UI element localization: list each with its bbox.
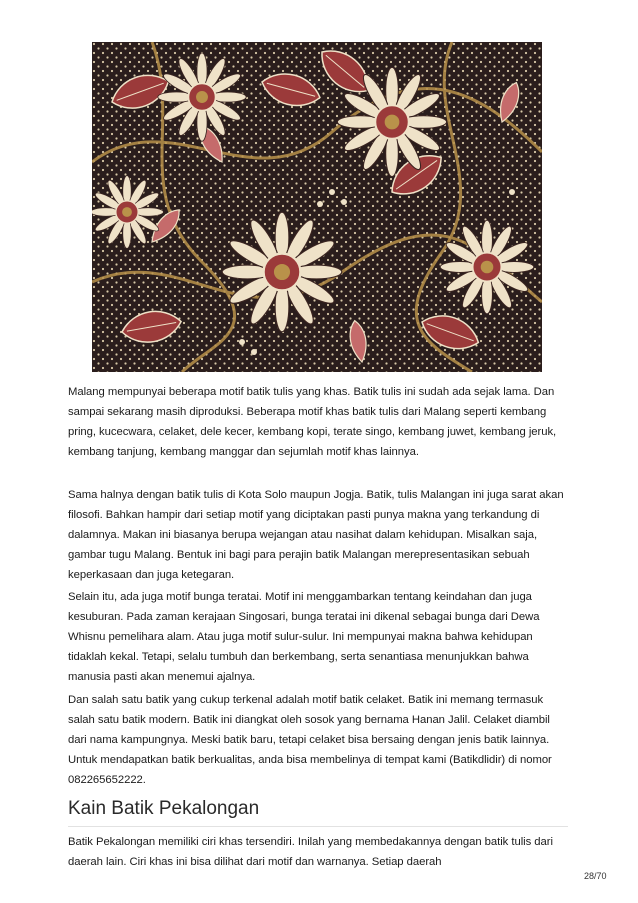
section-heading: Kain Batik Pekalongan <box>68 798 260 819</box>
paragraph-pekalongan: Batik Pekalongan memiliki ciri khas tersendiri. Inilah yang membedakannya dengan batik tulis dari daerah lain. Ciri khas ini bisa dilihat dari motif dan warnanya. Setiap daerah <box>68 836 553 868</box>
page-number: 28/70 <box>584 871 607 881</box>
paragraph-malang-motifs: Malang mempunyai beberapa motif batik tulis yang khas. Batik tulis ini sudah ada sejak lama. Dan sampai sekarang masih diproduksi. Beberapa motif khas batik tulis dari Malang seperti kembang pring, kucecwara, celaket, dele kecer, kembang kopi, terate singo, kembang juwet, kembang jeruk, kembang tanjung, kembang manggar dan sejumlah motif khas lainnya. <box>68 386 557 458</box>
paragraph-lotus-motif: Selain itu, ada juga motif bunga teratai. Motif ini menggambarkan tentang keindahan dan juga kesuburan. Pada zaman kerajaan Singosari, bunga teratai ini dikenal sebagai bunga dari Dewa Whisnu pemelihara alam. Atau juga motif sulur-sulur. Ini mempunyai makna bahwa kehidupan tidaklah kekal. Tetapi, selalu tumbuh dan berkembang, serta senantiasa menunjukkan bahwa manusia pasti akan menemui ajalnya. <box>68 591 540 683</box>
paragraph-celaket-motif: Dan salah satu batik yang cukup terkenal adalah motif batik celaket. Batik ini memang termasuk salah satu batik modern. Batik ini diangkat oleh sosok yang bernama Hanan Jalil. Celaket diambil dari nama kampungnya. Meski batik baru, tetapi celaket bisa bersaing dengan jenis batik lainnya. Untuk mendapatkan batik berkualitas, anda bisa membelinya di tempat kami (Batikdlidir) di nomor 082265652222. <box>68 694 552 786</box>
batik-malang-image <box>92 42 542 372</box>
heading-divider <box>68 826 568 827</box>
batik-pattern-illustration <box>92 42 542 372</box>
paragraph-philosophy: Sama halnya dengan batik tulis di Kota Solo maupun Jogja. Batik, tulis Malangan ini juga sarat akan filosofi. Bahkan hampir dari setiap motif yang diciptakan pasti punya makna yang terkandung di dalamnya. Makan ini biasanya berupa wejangan atau nasihat dalam kehidupan. Misalkan saja, gambar tugu Malang. Bentuk ini bagi para perajin batik Malangan merepresentasikan sebuah keperkasaan dan juga ketegaran. <box>68 489 564 581</box>
